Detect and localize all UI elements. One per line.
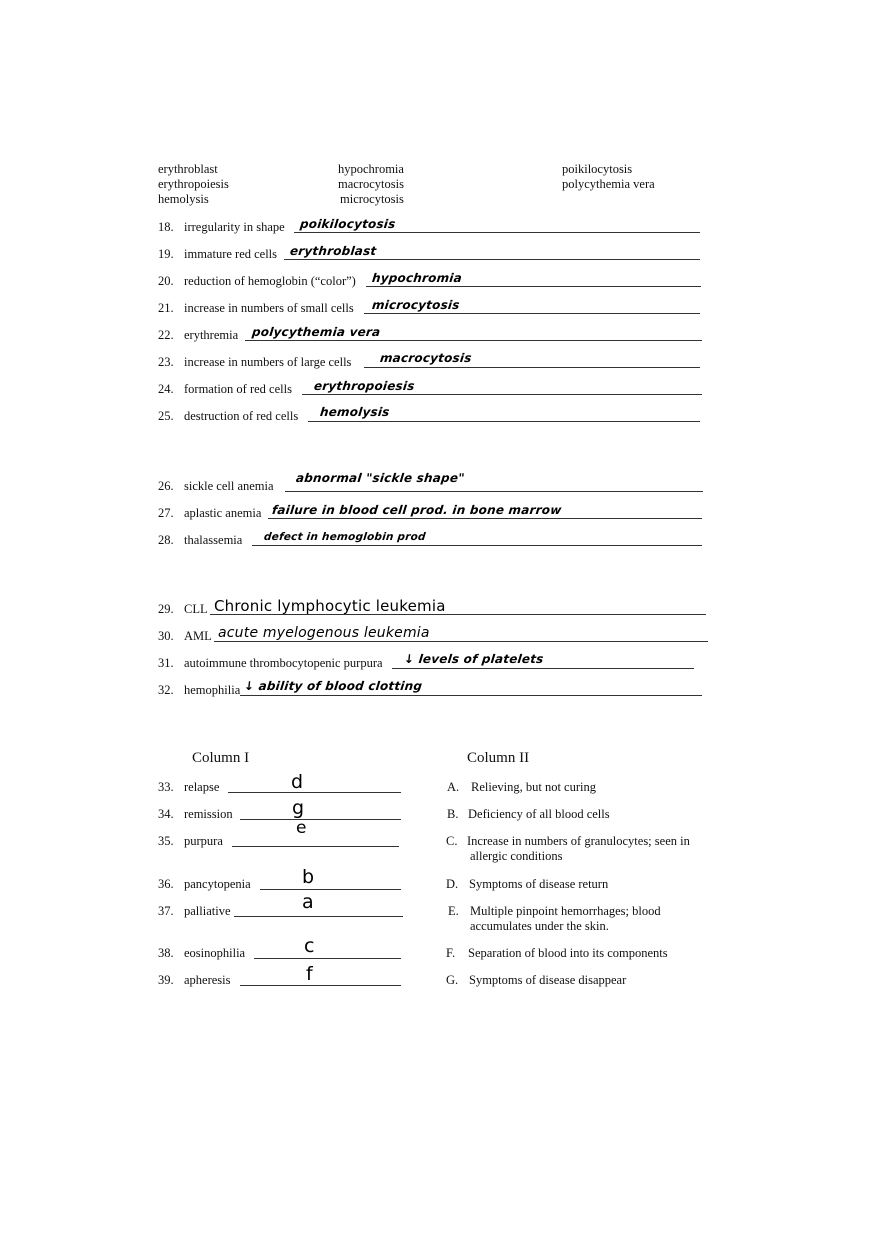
item-prompt: hemophilia — [184, 683, 241, 697]
match-term: remission — [184, 807, 233, 821]
handwritten-letter: g — [292, 797, 305, 819]
handwritten-answer: defect in hemoglobin prod — [263, 531, 427, 543]
item-number: 26. — [158, 479, 174, 493]
word-bank-term: erythroblast — [158, 162, 218, 176]
handwritten-answer: erythroblast — [289, 244, 378, 258]
item-number: 23. — [158, 355, 174, 369]
option-letter: F. — [446, 946, 456, 960]
item-number: 20. — [158, 274, 174, 288]
answer-line[interactable] — [284, 259, 700, 260]
option-text: Relieving, but not curing — [471, 780, 596, 794]
option-letter: B. — [447, 807, 459, 821]
item-number: 21. — [158, 301, 174, 315]
item-prompt: irregularity in shape — [184, 220, 285, 234]
option-text: Separation of blood into its components — [468, 946, 668, 960]
answer-line[interactable] — [268, 518, 702, 519]
answer-line[interactable] — [214, 641, 708, 642]
item-number: 24. — [158, 382, 174, 396]
handwritten-answer: abnormal "sickle shape" — [295, 471, 466, 485]
handwritten-answer: erythropoiesis — [313, 379, 416, 393]
match-term: apheresis — [184, 973, 231, 987]
column-2-heading: Column II — [467, 750, 530, 766]
option-letter: A. — [447, 780, 460, 794]
item-number: 29. — [158, 602, 174, 616]
match-term: pancytopenia — [184, 877, 251, 891]
match-number: 39. — [158, 973, 174, 987]
handwritten-answer: macrocytosis — [379, 351, 473, 365]
handwritten-answer: Chronic lymphocytic leukemia — [214, 597, 446, 615]
item-prompt: thalassemia — [184, 533, 243, 547]
match-answer-line[interactable] — [254, 958, 401, 959]
item-prompt: increase in numbers of small cells — [184, 301, 354, 315]
match-term: eosinophilia — [184, 946, 246, 960]
item-number: 18. — [158, 220, 174, 234]
handwritten-answer: poikilocytosis — [299, 217, 397, 231]
word-bank-term: erythropoiesis — [158, 177, 229, 191]
item-number: 27. — [158, 506, 174, 520]
handwritten-answer: ↓ levels of platelets — [403, 652, 545, 666]
item-prompt: CLL — [184, 602, 208, 616]
match-answer-line[interactable] — [260, 889, 401, 890]
answer-line[interactable] — [294, 232, 700, 233]
item-number: 22. — [158, 328, 174, 342]
match-number: 38. — [158, 946, 174, 960]
answer-line[interactable] — [245, 340, 702, 341]
handwritten-answer: acute myelogenous leukemia — [218, 625, 430, 641]
option-text-continued: accumulates under the skin. — [470, 919, 609, 933]
item-prompt: autoimmune thrombocytopenic purpura — [184, 656, 383, 670]
item-prompt: aplastic anemia — [184, 506, 262, 520]
item-number: 19. — [158, 247, 174, 261]
item-prompt: reduction of hemoglobin (“color”) — [184, 274, 356, 288]
item-prompt: destruction of red cells — [184, 409, 299, 423]
word-bank-term: microcytosis — [340, 192, 404, 206]
answer-line[interactable] — [240, 695, 702, 696]
handwritten-letter: b — [302, 866, 315, 888]
handwritten-answer: hypochromia — [371, 271, 463, 285]
match-term: palliative — [184, 904, 231, 918]
option-text: Symptoms of disease return — [469, 877, 609, 891]
handwritten-answer: polycythemia vera — [251, 325, 382, 339]
item-number: 28. — [158, 533, 174, 547]
match-answer-line[interactable] — [240, 819, 401, 820]
item-number: 31. — [158, 656, 174, 670]
option-text: Multiple pinpoint hemorrhages; blood — [470, 904, 661, 918]
option-text: Increase in numbers of granulocytes; seen in — [467, 834, 690, 848]
answer-line[interactable] — [364, 367, 700, 368]
handwritten-answer: ↓ ability of blood clotting — [243, 679, 423, 693]
answer-line[interactable] — [285, 491, 703, 492]
handwritten-letter: a — [302, 891, 314, 913]
handwritten-letter: c — [304, 935, 315, 957]
handwritten-letter: f — [306, 963, 313, 985]
match-answer-line[interactable] — [234, 916, 403, 917]
item-number: 25. — [158, 409, 174, 423]
item-number: 30. — [158, 629, 174, 643]
handwritten-answer: microcytosis — [371, 298, 461, 312]
answer-line[interactable] — [364, 313, 700, 314]
handwritten-letter: e — [296, 818, 307, 838]
option-text: Symptoms of disease disappear — [469, 973, 627, 987]
option-letter: E. — [448, 904, 459, 918]
option-letter: D. — [446, 877, 459, 891]
answer-line[interactable] — [308, 421, 700, 422]
option-text-continued: allergic conditions — [470, 849, 563, 863]
option-letter: G. — [446, 973, 459, 987]
match-answer-line[interactable] — [228, 792, 401, 793]
match-number: 33. — [158, 780, 174, 794]
match-number: 34. — [158, 807, 174, 821]
handwritten-answer: failure in blood cell prod. in bone marrow — [271, 503, 563, 517]
answer-line[interactable] — [392, 668, 694, 669]
match-answer-line[interactable] — [232, 846, 399, 847]
match-number: 35. — [158, 834, 174, 848]
item-prompt: immature red cells — [184, 247, 278, 261]
word-bank-term: poikilocytosis — [562, 162, 633, 176]
match-term: relapse — [184, 780, 220, 794]
match-answer-line[interactable] — [240, 985, 401, 986]
item-prompt: erythremia — [184, 328, 239, 342]
answer-line[interactable] — [252, 545, 702, 546]
word-bank-term: macrocytosis — [338, 177, 404, 191]
item-prompt: increase in numbers of large cells — [184, 355, 352, 369]
item-number: 32. — [158, 683, 174, 697]
answer-line[interactable] — [302, 394, 702, 395]
word-bank-term: hemolysis — [158, 192, 209, 206]
option-letter: C. — [446, 834, 458, 848]
word-bank-term: polycythemia vera — [562, 177, 655, 191]
item-prompt: formation of red cells — [184, 382, 292, 396]
match-number: 36. — [158, 877, 174, 891]
item-prompt: AML — [184, 629, 212, 643]
answer-line[interactable] — [366, 286, 701, 287]
match-number: 37. — [158, 904, 174, 918]
column-1-heading: Column I — [192, 750, 250, 766]
word-bank-term: hypochromia — [338, 162, 404, 176]
handwritten-letter: d — [291, 771, 304, 793]
item-prompt: sickle cell anemia — [184, 479, 274, 493]
handwritten-answer: hemolysis — [319, 405, 391, 419]
option-text: Deficiency of all blood cells — [468, 807, 610, 821]
match-term: purpura — [184, 834, 223, 848]
